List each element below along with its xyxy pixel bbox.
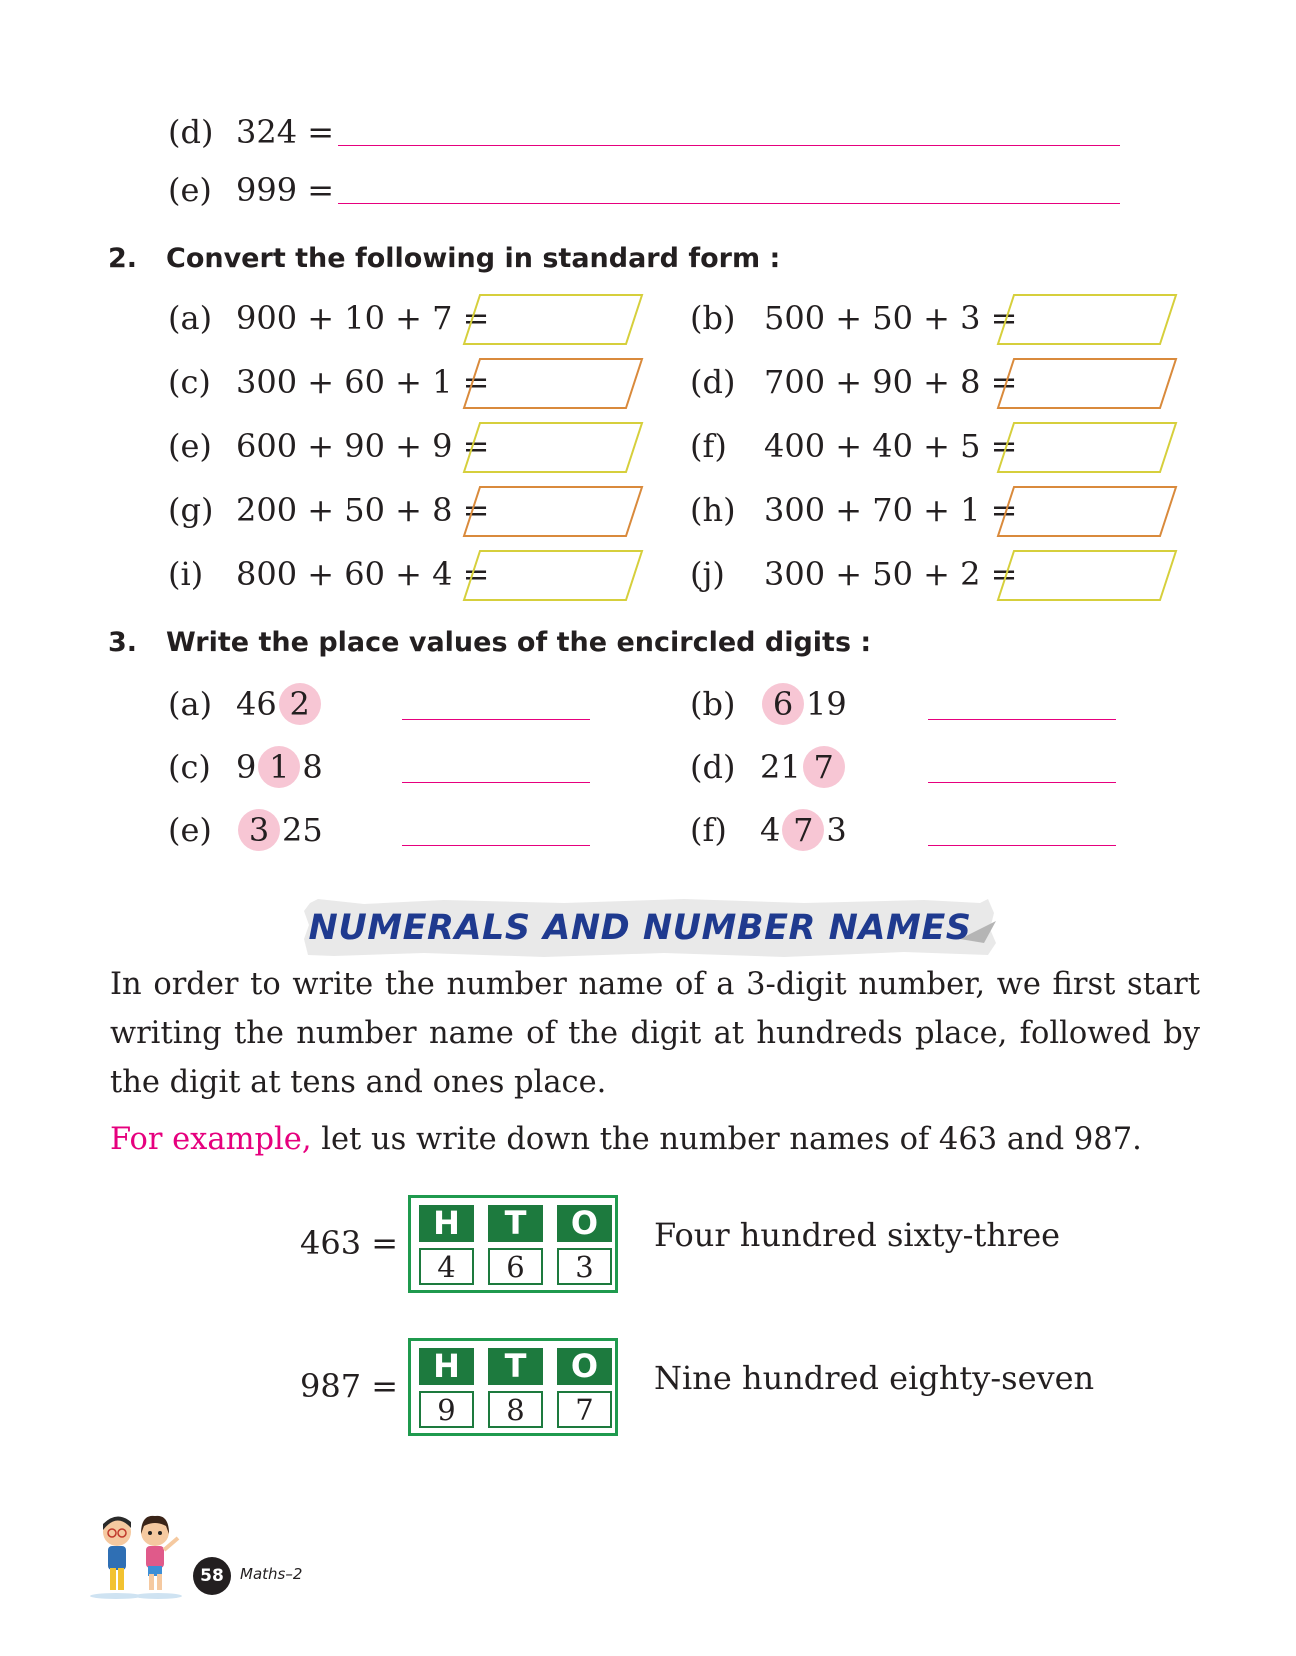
- answer-line[interactable]: [402, 719, 590, 720]
- answer-box[interactable]: [462, 421, 640, 471]
- answer-line[interactable]: [338, 145, 1120, 146]
- hto-header-cell: H: [419, 1205, 474, 1242]
- q2-title: Convert the following in standard form :: [166, 243, 781, 274]
- hto-digit-cell: 9: [419, 1391, 474, 1428]
- ex1-expr-e: 999 =: [236, 171, 335, 209]
- encircled-digit: 7: [803, 746, 845, 788]
- q3-number: [760, 683, 847, 725]
- q3-item-label: (a): [168, 685, 213, 723]
- hto-digit-cell: 4: [419, 1248, 474, 1285]
- example-expr: 987 =: [300, 1367, 399, 1405]
- encircled-digit: 3: [238, 809, 280, 851]
- hto-digit-cell: 6: [488, 1248, 543, 1285]
- q2-item-label: (g): [168, 491, 214, 529]
- number-post: 3: [826, 811, 847, 849]
- number-post: 8: [302, 748, 323, 786]
- q2-number: 2.: [108, 243, 138, 274]
- hto-header-cell: T: [488, 1205, 543, 1242]
- encircled-digit: 7: [782, 809, 824, 851]
- q2-item-expr: 300 + 50 + 2 =: [764, 555, 1018, 593]
- answer-box[interactable]: [462, 549, 640, 599]
- book-title: Maths–2: [240, 1565, 303, 1583]
- q3-item-label: (e): [168, 811, 212, 849]
- q2-item-expr: 700 + 90 + 8 =: [764, 363, 1018, 401]
- q3-item-label: (b): [690, 685, 736, 723]
- q3-item-label: (f): [690, 811, 727, 849]
- answer-line[interactable]: [928, 845, 1116, 846]
- page-number: 58: [193, 1557, 231, 1595]
- q2-item-label: (j): [690, 555, 725, 593]
- hto-digit-cell: 7: [557, 1391, 612, 1428]
- answer-box[interactable]: [996, 485, 1174, 535]
- number-name: Four hundred sixty-three: [654, 1216, 1061, 1254]
- hto-header-cell: O: [557, 1348, 612, 1385]
- answer-box[interactable]: [996, 357, 1174, 407]
- q2-item-label: (d): [690, 363, 736, 401]
- q3-title: Write the place values of the encircled digits :: [166, 627, 872, 658]
- ex1-expr-d: 324 =: [236, 113, 335, 151]
- q3-number: 3.: [108, 627, 138, 658]
- hto-header-cell: O: [557, 1205, 612, 1242]
- q2-item-label: (h): [690, 491, 736, 529]
- encircled-digit: 1: [258, 746, 300, 788]
- number-name: Nine hundred eighty-seven: [654, 1359, 1095, 1397]
- q2-item-expr: 400 + 40 + 5 =: [764, 427, 1018, 465]
- q2-item-expr: 800 + 60 + 4 =: [236, 555, 490, 593]
- q3-number: [236, 683, 323, 725]
- ex1-label-e: (e): [168, 171, 212, 209]
- hto-place-value-chart: [408, 1195, 618, 1293]
- number-pre: 9: [236, 748, 257, 786]
- example-expr: 463 =: [300, 1224, 399, 1262]
- q2-item-expr: 600 + 90 + 9 =: [236, 427, 490, 465]
- q2-item-expr: 900 + 10 + 7 =: [236, 299, 490, 337]
- number-pre: 4: [760, 811, 781, 849]
- q3-number: [236, 809, 323, 851]
- q3-number: [236, 746, 323, 788]
- number-pre: 21: [760, 748, 801, 786]
- example-text: let us write down the number names of 463 and 987.: [311, 1122, 1142, 1157]
- hto-header-cell: T: [488, 1348, 543, 1385]
- number-pre: 46: [236, 685, 277, 723]
- answer-line[interactable]: [402, 845, 590, 846]
- answer-line[interactable]: [338, 203, 1120, 204]
- hto-header-cell: H: [419, 1348, 474, 1385]
- q2-item-label: (i): [168, 555, 204, 593]
- section-heading: NUMERALS AND NUMBER NAMES: [308, 908, 972, 948]
- q2-item-expr: 200 + 50 + 8 =: [236, 491, 490, 529]
- q2-item-expr: 300 + 70 + 1 =: [764, 491, 1018, 529]
- number-post: 19: [806, 685, 847, 723]
- answer-box[interactable]: [996, 549, 1174, 599]
- encircled-digit: 6: [762, 683, 804, 725]
- q2-item-label: (e): [168, 427, 212, 465]
- answer-box[interactable]: [462, 293, 640, 343]
- answer-box[interactable]: [996, 421, 1174, 471]
- intro-paragraph: In order to write the number name of a 3-digit number, we first start writing the number name of the digit at hundreds place, followed by the digit at tens and ones place.: [110, 967, 1200, 1100]
- answer-line[interactable]: [928, 719, 1116, 720]
- answer-box[interactable]: [462, 485, 640, 535]
- section-heading-banner: [304, 899, 996, 957]
- answer-line[interactable]: [928, 782, 1116, 783]
- q3-number: [760, 809, 847, 851]
- q3-number: [760, 746, 847, 788]
- hto-place-value-chart: [408, 1338, 618, 1436]
- example-line: [110, 1115, 1200, 1164]
- q3-item-label: (c): [168, 748, 211, 786]
- kids-mascot-icon: [86, 1510, 186, 1600]
- q2-item-label: (c): [168, 363, 211, 401]
- hto-digit-cell: 8: [488, 1391, 543, 1428]
- number-post: 25: [282, 811, 323, 849]
- q2-item-label: (b): [690, 299, 736, 337]
- q3-item-label: (d): [690, 748, 736, 786]
- q2-item-expr: 300 + 60 + 1 =: [236, 363, 490, 401]
- q2-item-label: (f): [690, 427, 727, 465]
- answer-box[interactable]: [996, 293, 1174, 343]
- q2-item-label: (a): [168, 299, 213, 337]
- answer-box[interactable]: [462, 357, 640, 407]
- example-lead: For example,: [110, 1122, 312, 1157]
- ex1-label-d: (d): [168, 113, 214, 151]
- q2-item-expr: 500 + 50 + 3 =: [764, 299, 1018, 337]
- answer-line[interactable]: [402, 782, 590, 783]
- hto-digit-cell: 3: [557, 1248, 612, 1285]
- encircled-digit: 2: [279, 683, 321, 725]
